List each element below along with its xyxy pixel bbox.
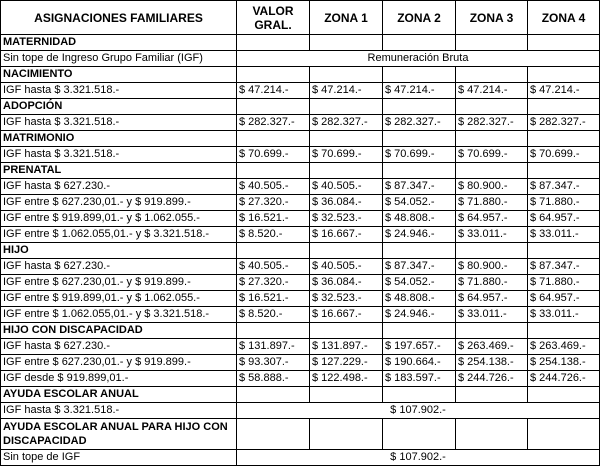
- value-cell: $ 33.011.-: [528, 307, 600, 323]
- value-cell: $ 58.888.-: [237, 371, 310, 387]
- value-cell: $ 80.900.-: [456, 179, 528, 195]
- value-cell: $ 122.498.-: [310, 371, 383, 387]
- section-label: MATERNIDAD: [1, 35, 237, 51]
- header-row: [1, 1, 600, 35]
- value-cell: $ 263.469.-: [456, 339, 528, 355]
- empty-cell: [310, 387, 383, 403]
- empty-cell: [528, 163, 600, 179]
- empty-cell: [456, 387, 528, 403]
- empty-cell: [383, 35, 456, 51]
- value-cell: $ 131.897.-: [237, 339, 310, 355]
- value-cell: $ 36.084.-: [310, 195, 383, 211]
- merged-value-cell: Remuneración Bruta: [237, 51, 600, 67]
- value-cell: $ 64.957.-: [528, 291, 600, 307]
- empty-cell: [237, 99, 310, 115]
- empty-cell: [310, 35, 383, 51]
- section-label: ADOPCIÓN: [1, 99, 237, 115]
- empty-cell: [456, 35, 528, 51]
- value-cell: $ 80.900.-: [456, 259, 528, 275]
- value-cell: $ 16.667.-: [310, 307, 383, 323]
- value-cell: $ 24.946.-: [383, 227, 456, 243]
- value-cell: $ 282.327.-: [310, 115, 383, 131]
- section-label: HIJO: [1, 243, 237, 259]
- empty-cell: [237, 387, 310, 403]
- value-cell: $ 32.523.-: [310, 291, 383, 307]
- header-zona-1: ZONA 1: [310, 1, 383, 35]
- value-cell: $ 190.664.-: [383, 355, 456, 371]
- table-row: [1, 403, 600, 419]
- value-cell: $ 71.880.-: [456, 195, 528, 211]
- empty-cell: [456, 419, 528, 450]
- value-cell: $ 16.521.-: [237, 291, 310, 307]
- value-cell: $ 70.699.-: [383, 147, 456, 163]
- value-cell: $ 47.214.-: [456, 83, 528, 99]
- header-valor-gral: VALOR GRAL.: [237, 1, 310, 35]
- value-cell: $ 254.138.-: [456, 355, 528, 371]
- value-cell: $ 40.505.-: [237, 179, 310, 195]
- table-row: [1, 179, 600, 195]
- row-label: IGF hasta $ 3.321.518.-: [1, 403, 237, 419]
- row-label: IGF hasta $ 3.321.518.-: [1, 83, 237, 99]
- value-cell: $ 244.726.-: [528, 371, 600, 387]
- value-cell: $ 33.011.-: [528, 227, 600, 243]
- value-cell: $ 16.667.-: [310, 227, 383, 243]
- empty-cell: [528, 67, 600, 83]
- value-cell: $ 27.320.-: [237, 195, 310, 211]
- table-body: [1, 35, 600, 466]
- value-cell: $ 47.214.-: [237, 83, 310, 99]
- value-cell: $ 8.520.-: [237, 307, 310, 323]
- section-label: PRENATAL: [1, 163, 237, 179]
- empty-cell: [383, 131, 456, 147]
- section-row: [1, 243, 600, 259]
- table-row: [1, 339, 600, 355]
- value-cell: $ 71.880.-: [456, 275, 528, 291]
- value-cell: $ 27.320.-: [237, 275, 310, 291]
- value-cell: $ 71.880.-: [528, 195, 600, 211]
- row-label: IGF hasta $ 627.230.-: [1, 339, 237, 355]
- empty-cell: [310, 99, 383, 115]
- header-asignaciones: ASIGNACIONES FAMILIARES: [1, 1, 237, 35]
- section-label: AYUDA ESCOLAR ANUAL: [1, 387, 237, 403]
- table-row: [1, 355, 600, 371]
- value-cell: $ 64.957.-: [456, 291, 528, 307]
- value-cell: $ 36.084.-: [310, 275, 383, 291]
- section-label: HIJO CON DISCAPACIDAD: [1, 323, 237, 339]
- value-cell: $ 54.052.-: [383, 275, 456, 291]
- section-label: NACIMIENTO: [1, 67, 237, 83]
- section-label: AYUDA ESCOLAR ANUAL PARA HIJO CON DISCAPACIDAD: [1, 419, 237, 450]
- empty-cell: [237, 131, 310, 147]
- value-cell: $ 40.505.-: [237, 259, 310, 275]
- empty-cell: [310, 243, 383, 259]
- empty-cell: [528, 387, 600, 403]
- table-row: [1, 259, 600, 275]
- value-cell: $ 183.597.-: [383, 371, 456, 387]
- empty-cell: [383, 163, 456, 179]
- table-row: [1, 83, 600, 99]
- value-cell: $ 282.327.-: [237, 115, 310, 131]
- section-row: [1, 35, 600, 51]
- empty-cell: [456, 131, 528, 147]
- row-label: IGF entre $ 1.062.055,01.- y $ 3.321.518.-: [1, 227, 237, 243]
- table-row: [1, 450, 600, 466]
- value-cell: $ 48.808.-: [383, 211, 456, 227]
- section-row: [1, 163, 600, 179]
- value-cell: $ 8.520.-: [237, 227, 310, 243]
- value-cell: $ 33.011.-: [456, 307, 528, 323]
- empty-cell: [456, 323, 528, 339]
- value-cell: $ 254.138.-: [528, 355, 600, 371]
- row-label: IGF hasta $ 627.230.-: [1, 259, 237, 275]
- value-cell: $ 16.521.-: [237, 211, 310, 227]
- value-cell: $ 64.957.-: [456, 211, 528, 227]
- empty-cell: [310, 131, 383, 147]
- empty-cell: [383, 99, 456, 115]
- header-zona-3: ZONA 3: [456, 1, 528, 35]
- row-label: IGF hasta $ 3.321.518.-: [1, 115, 237, 131]
- value-cell: $ 64.957.-: [528, 211, 600, 227]
- empty-cell: [456, 163, 528, 179]
- value-cell: $ 282.327.-: [383, 115, 456, 131]
- value-cell: $ 87.347.-: [383, 179, 456, 195]
- empty-cell: [528, 99, 600, 115]
- value-cell: $ 71.880.-: [528, 275, 600, 291]
- empty-cell: [383, 387, 456, 403]
- section-row: [1, 131, 600, 147]
- value-cell: $ 70.699.-: [310, 147, 383, 163]
- value-cell: $ 244.726.-: [456, 371, 528, 387]
- row-label: IGF hasta $ 627.230.-: [1, 179, 237, 195]
- value-cell: $ 87.347.-: [528, 259, 600, 275]
- row-label: IGF entre $ 1.062.055,01.- y $ 3.321.518.-: [1, 307, 237, 323]
- value-cell: $ 70.699.-: [237, 147, 310, 163]
- value-cell: $ 70.699.-: [456, 147, 528, 163]
- empty-cell: [383, 419, 456, 450]
- value-cell: $ 48.808.-: [383, 291, 456, 307]
- empty-cell: [237, 35, 310, 51]
- row-label: Sin tope de Ingreso Grupo Familiar (IGF): [1, 51, 237, 67]
- empty-cell: [528, 131, 600, 147]
- section-row: [1, 419, 600, 450]
- value-cell: $ 282.327.-: [456, 115, 528, 131]
- value-cell: $ 197.657.-: [383, 339, 456, 355]
- row-label: IGF desde $ 919.899,01.-: [1, 371, 237, 387]
- value-cell: $ 47.214.-: [383, 83, 456, 99]
- value-cell: $ 33.011.-: [456, 227, 528, 243]
- empty-cell: [383, 67, 456, 83]
- empty-cell: [237, 419, 310, 450]
- table-row: [1, 371, 600, 387]
- section-row: [1, 323, 600, 339]
- empty-cell: [456, 67, 528, 83]
- row-label: IGF hasta $ 3.321.518.-: [1, 147, 237, 163]
- value-cell: $ 282.327.-: [528, 115, 600, 131]
- value-cell: $ 47.214.-: [528, 83, 600, 99]
- empty-cell: [237, 323, 310, 339]
- empty-cell: [456, 243, 528, 259]
- value-cell: $ 263.469.-: [528, 339, 600, 355]
- section-row: [1, 67, 600, 83]
- table-row: [1, 51, 600, 67]
- empty-cell: [383, 243, 456, 259]
- row-label: IGF entre $ 627.230,01.- y $ 919.899.-: [1, 275, 237, 291]
- empty-cell: [528, 243, 600, 259]
- value-cell: $ 127.229.-: [310, 355, 383, 371]
- empty-cell: [456, 99, 528, 115]
- row-label: Sin tope de IGF: [1, 450, 237, 466]
- row-label: IGF entre $ 919.899,01.- y $ 1.062.055.-: [1, 291, 237, 307]
- value-cell: $ 87.347.-: [528, 179, 600, 195]
- value-cell: $ 40.505.-: [310, 259, 383, 275]
- merged-value-cell: $ 107.902.-: [237, 450, 600, 466]
- value-cell: $ 32.523.-: [310, 211, 383, 227]
- table-row: [1, 211, 600, 227]
- empty-cell: [310, 323, 383, 339]
- empty-cell: [237, 67, 310, 83]
- table-row: [1, 307, 600, 323]
- row-label: IGF entre $ 627.230,01.- y $ 919.899.-: [1, 355, 237, 371]
- header-zona-2: ZONA 2: [383, 1, 456, 35]
- empty-cell: [528, 35, 600, 51]
- section-row: [1, 99, 600, 115]
- value-cell: $ 40.505.-: [310, 179, 383, 195]
- value-cell: $ 93.307.-: [237, 355, 310, 371]
- empty-cell: [383, 323, 456, 339]
- empty-cell: [528, 419, 600, 450]
- row-label: IGF entre $ 919.899,01.- y $ 1.062.055.-: [1, 211, 237, 227]
- empty-cell: [310, 67, 383, 83]
- empty-cell: [237, 243, 310, 259]
- section-row: [1, 387, 600, 403]
- merged-value-cell: $ 107.902.-: [237, 403, 600, 419]
- row-label: IGF entre $ 627.230,01.- y $ 919.899.-: [1, 195, 237, 211]
- table-row: [1, 195, 600, 211]
- section-label: MATRIMONIO: [1, 131, 237, 147]
- table-row: [1, 227, 600, 243]
- value-cell: $ 54.052.-: [383, 195, 456, 211]
- value-cell: $ 131.897.-: [310, 339, 383, 355]
- table-row: [1, 115, 600, 131]
- header-zona-4: ZONA 4: [528, 1, 600, 35]
- empty-cell: [310, 163, 383, 179]
- value-cell: $ 24.946.-: [383, 307, 456, 323]
- table-row: [1, 291, 600, 307]
- value-cell: $ 87.347.-: [383, 259, 456, 275]
- empty-cell: [528, 323, 600, 339]
- table-row: [1, 147, 600, 163]
- table-row: [1, 275, 600, 291]
- value-cell: $ 47.214.-: [310, 83, 383, 99]
- empty-cell: [310, 419, 383, 450]
- value-cell: $ 70.699.-: [528, 147, 600, 163]
- empty-cell: [237, 163, 310, 179]
